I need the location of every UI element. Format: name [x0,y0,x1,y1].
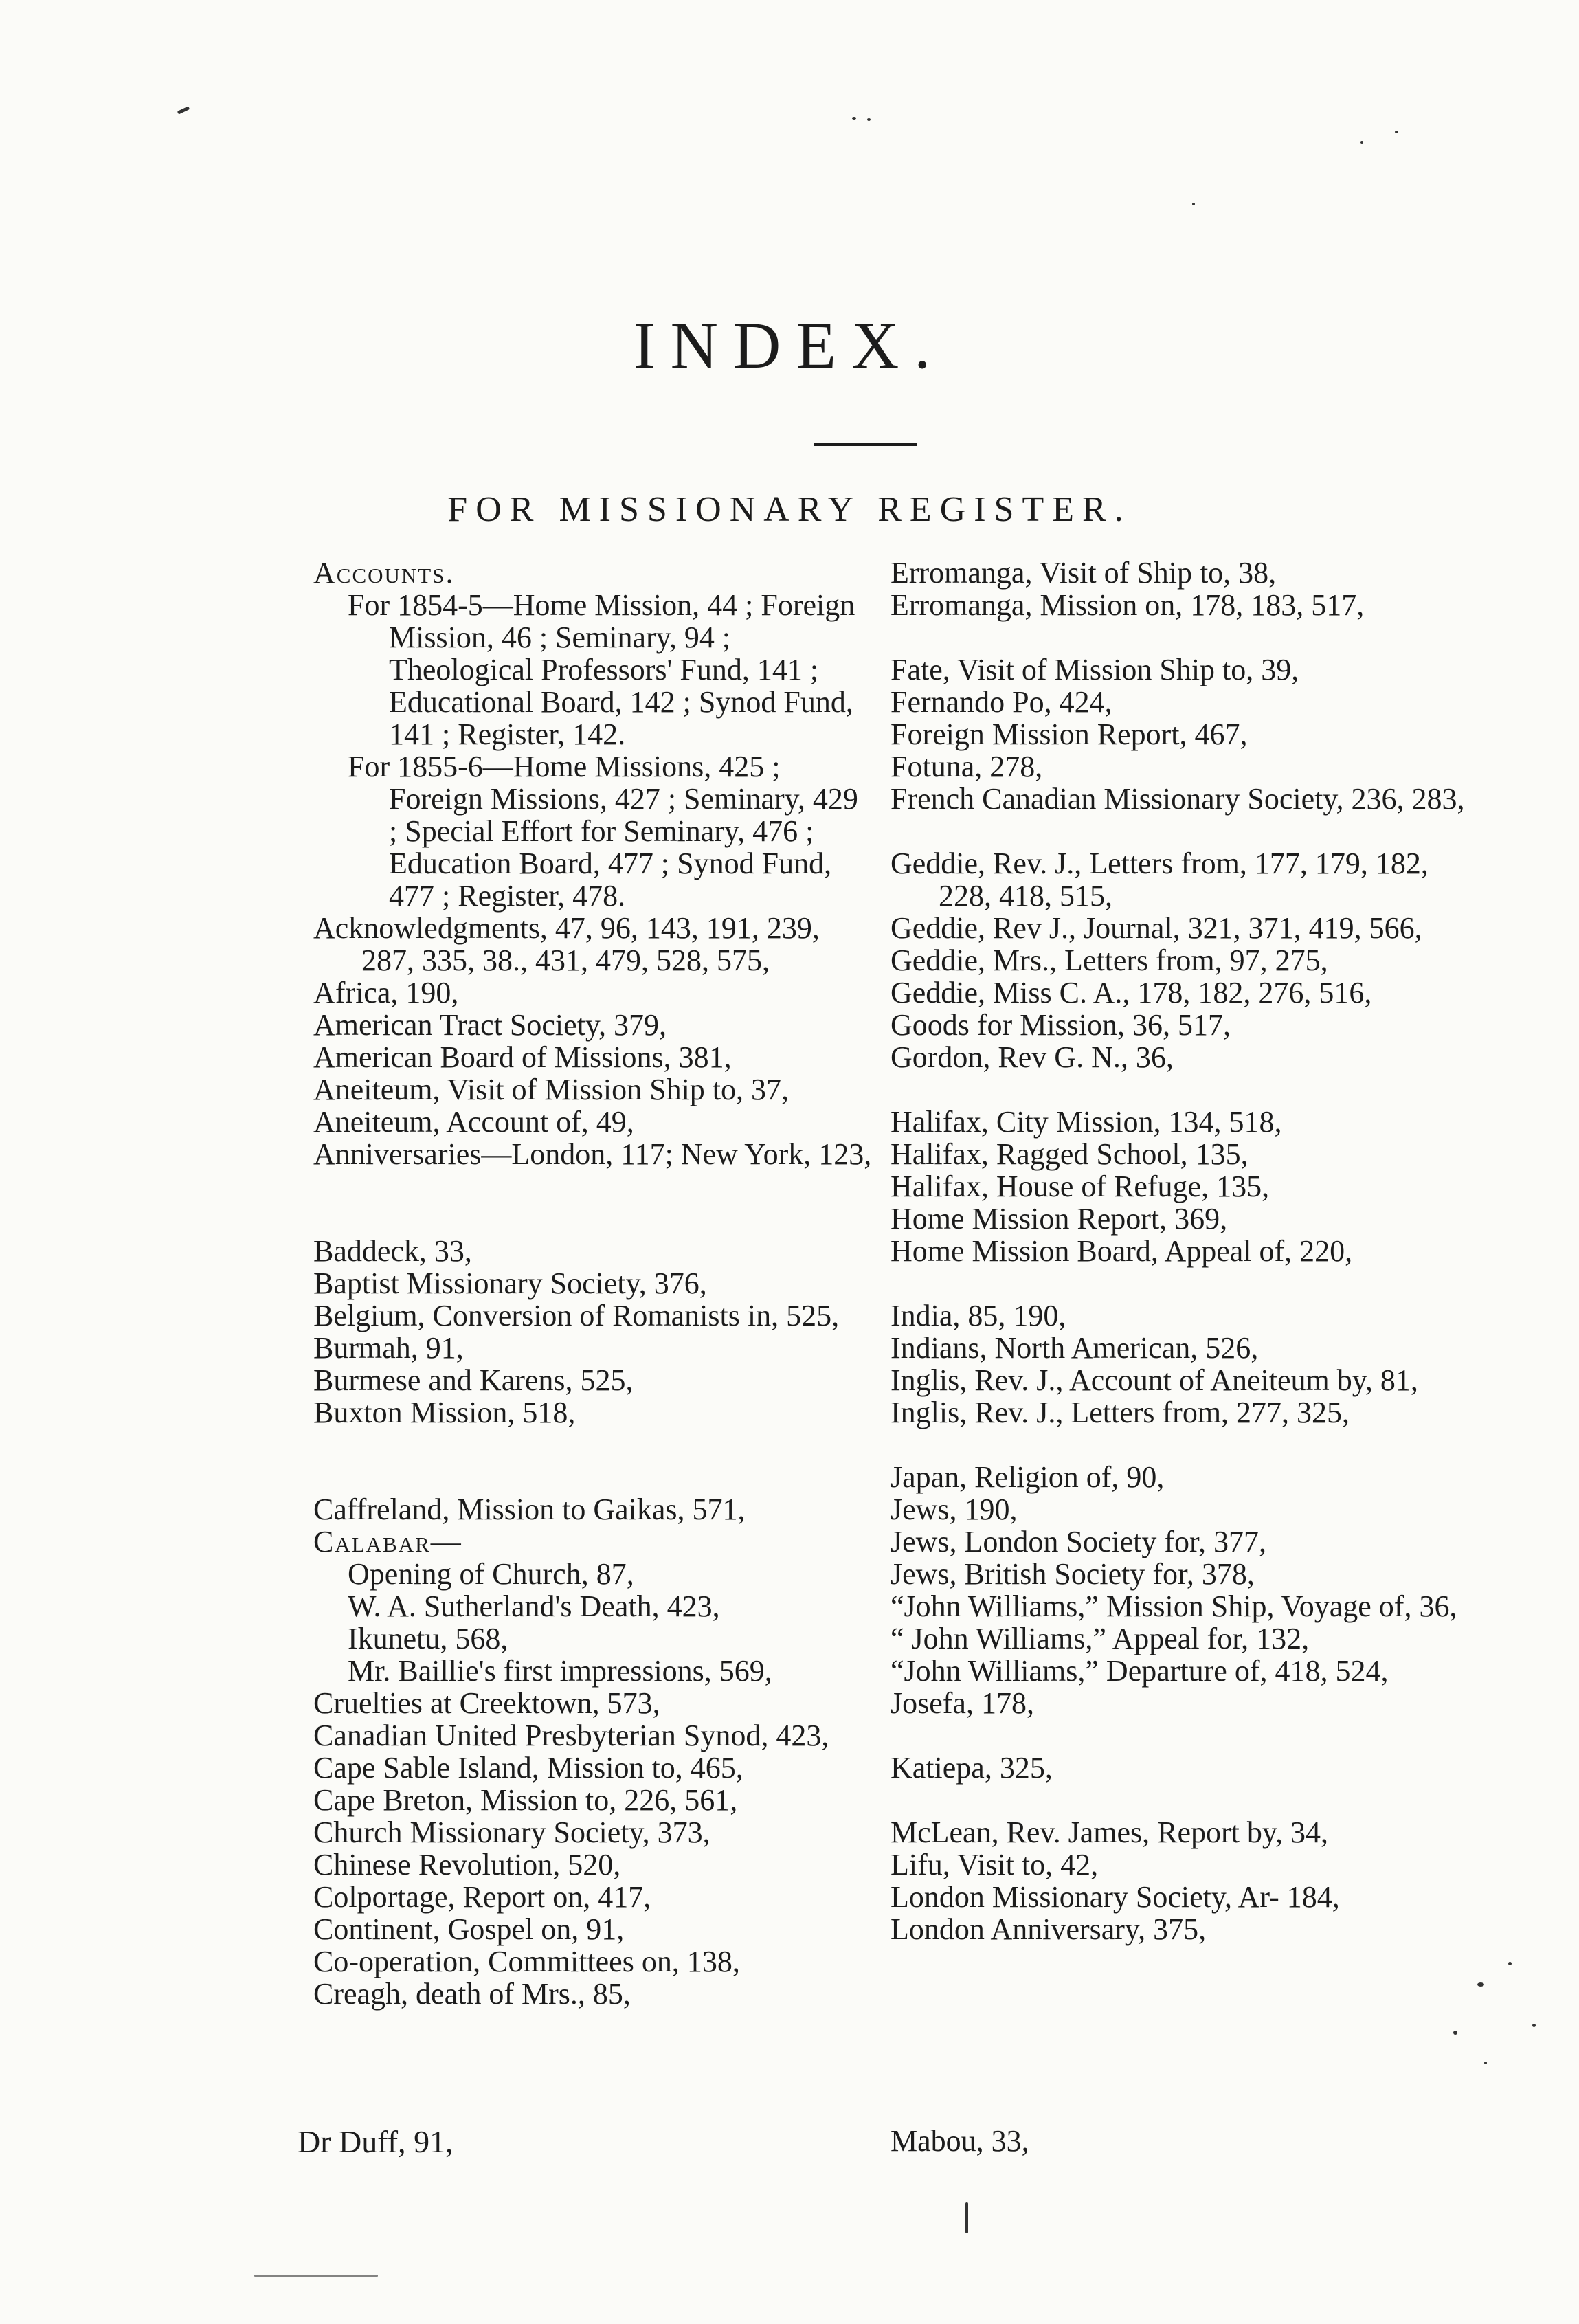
index-subentry: W. A. Sutherland's Death, 423, [348,1589,720,1623]
page-subtitle: FOR MISSIONARY REGISTER. [447,490,1132,529]
index-entry: Geddie, Rev. J., Letters from, 177, 179, 182, 228, 418, 515, [891,847,1429,913]
index-entry: Creagh, death of Mrs., 85, [313,1977,631,2011]
index-entry: Geddie, Mrs., Letters from, 97, 275, [891,943,1328,977]
index-subentry: For 1854-5—Home Mission, 44 ; Foreign Mission, 46 ; Seminary, 94 ; Theological Professors' Fund, 141 ; Educational Board, 142 ; Synod Fund, 141 ; Register, 142. [348,588,855,751]
index-entry: Jews, London Society for, 377, [891,1525,1266,1558]
index-entry: Continent, Gospel on, 91, [313,1912,625,1946]
index-entry: French Canadian Missionary Society, 236, 283, [891,782,1465,816]
page-title: INDEX. [633,309,946,382]
index-entry: Belgium, Conversion of Romanists in, 525, [313,1299,840,1332]
index-entry: Inglis, Rev. J., Account of Aneiteum by, 81, [891,1363,1418,1397]
index-entry: Baddeck, 33, [313,1234,472,1268]
index-entry: Josefa, 178, [891,1686,1034,1720]
index-entry: Home Mission Board, Appeal of, 220, [891,1234,1353,1268]
index-entry: Fernando Po, 424, [891,685,1112,719]
index-entry: Erromanga, Visit of Ship to, 38, [891,556,1277,590]
index-entry: Cape Breton, Mission to, 226, 561, [313,1783,738,1817]
index-entry: Geddie, Miss C. A., 178, 182, 276, 516, [891,976,1372,1009]
index-entry: Inglis, Rev. J., Letters from, 277, 325, [891,1396,1350,1429]
index-entry: Geddie, Rev J., Journal, 321, 371, 419, 566, [891,911,1422,945]
index-column-right [891,557,1475,1945]
index-entry: India, 85, 190, [891,1299,1066,1332]
index-column-left [313,557,873,2010]
index-entry: Church Missionary Society, 373, [313,1815,710,1849]
index-entry: London Missionary Society, Ar- 184, [891,1880,1340,1914]
index-entry: Gordon, Rev G. N., 36, [891,1040,1174,1074]
index-heading-accounts: Accounts. [313,556,455,590]
index-entry: Jews, British Society for, 378, [891,1557,1255,1591]
index-entry: Foreign Mission Report, 467, [891,717,1248,751]
index-entry: Japan, Religion of, 90, [891,1460,1165,1494]
index-entry: Baptist Missionary Society, 376, [313,1266,707,1300]
index-subentry: Opening of Church, 87, [348,1557,634,1591]
title-divider [814,443,917,446]
footer-entry-right: Mabou, 33, [891,2124,1029,2158]
index-heading-calabar: Calabar— [313,1525,462,1558]
index-entry: Burmese and Karens, 525, [313,1363,634,1397]
index-entry: Anniversaries—London, 117; New York, 123, [313,1137,872,1171]
index-entry: Halifax, House of Refuge, 135, [891,1170,1270,1203]
index-entry: Cape Sable Island, Mission to, 465, [313,1751,743,1785]
index-entry: Erromanga, Mission on, 178, 183, 517, [891,588,1365,622]
index-entry: “ John Williams,” Appeal for, 132, [891,1622,1310,1655]
index-entry: Fate, Visit of Mission Ship to, 39, [891,653,1299,686]
index-entry: Buxton Mission, 518, [313,1396,576,1429]
index-entry: Jews, 190, [891,1493,1018,1526]
index-entry: Co-operation, Committees on, 138, [313,1945,740,1978]
index-entry: Lifu, Visit to, 42, [891,1848,1099,1881]
index-entry: Africa, 190, [313,976,459,1009]
index-entry: Canadian United Presbyterian Synod, 423, [313,1719,829,1752]
index-subentry: Mr. Baillie's first impressions, 569, [348,1654,772,1688]
index-entry: Chinese Revolution, 520, [313,1848,621,1881]
index-entry: Halifax, City Mission, 134, 518, [891,1105,1282,1139]
index-entry: Acknowledgments, 47, 96, 143, 191, 239, 287, 335, 38., 431, 479, 528, 575, [313,911,820,977]
index-entry: “John Williams,” Departure of, 418, 524, [891,1654,1389,1688]
index-entry: American Tract Society, 379, [313,1008,667,1042]
index-entry: Colportage, Report on, 417, [313,1880,651,1914]
index-entry: Goods for Mission, 36, 517, [891,1008,1231,1042]
index-entry: Burmah, 91, [313,1331,464,1365]
index-entry: Indians, North American, 526, [891,1331,1259,1365]
index-entry: Cruelties at Creektown, 573, [313,1686,660,1720]
index-subentry: Ikunetu, 568, [348,1622,508,1655]
index-entry: “John Williams,” Mission Ship, Voyage of, 36, [891,1589,1457,1623]
index-entry: Aneiteum, Account of, 49, [313,1105,634,1139]
footer-entry-left: Dr Duff, 91, [298,2124,453,2159]
index-entry: Caffreland, Mission to Gaikas, 571, [313,1493,746,1526]
index-entry: Halifax, Ragged School, 135, [891,1137,1248,1171]
index-entry: Home Mission Report, 369, [891,1202,1228,1236]
index-subentry: For 1855-6—Home Missions, 425 ; Foreign Missions, 427 ; Seminary, 429 ; Special Effort for Seminary, 476 ; Education Board, 477 ; Synod Fund, 477 ; Register, 478. [348,750,858,913]
index-entry: McLean, Rev. James, Report by, 34, [891,1815,1329,1849]
index-entry: London Anniversary, 375, [891,1912,1207,1946]
index-entry: Katiepa, 325, [891,1751,1053,1785]
index-entry: American Board of Missions, 381, [313,1040,732,1074]
index-entry: Fotuna, 278, [891,750,1043,783]
index-entry: Aneiteum, Visit of Mission Ship to, 37, [313,1073,790,1106]
